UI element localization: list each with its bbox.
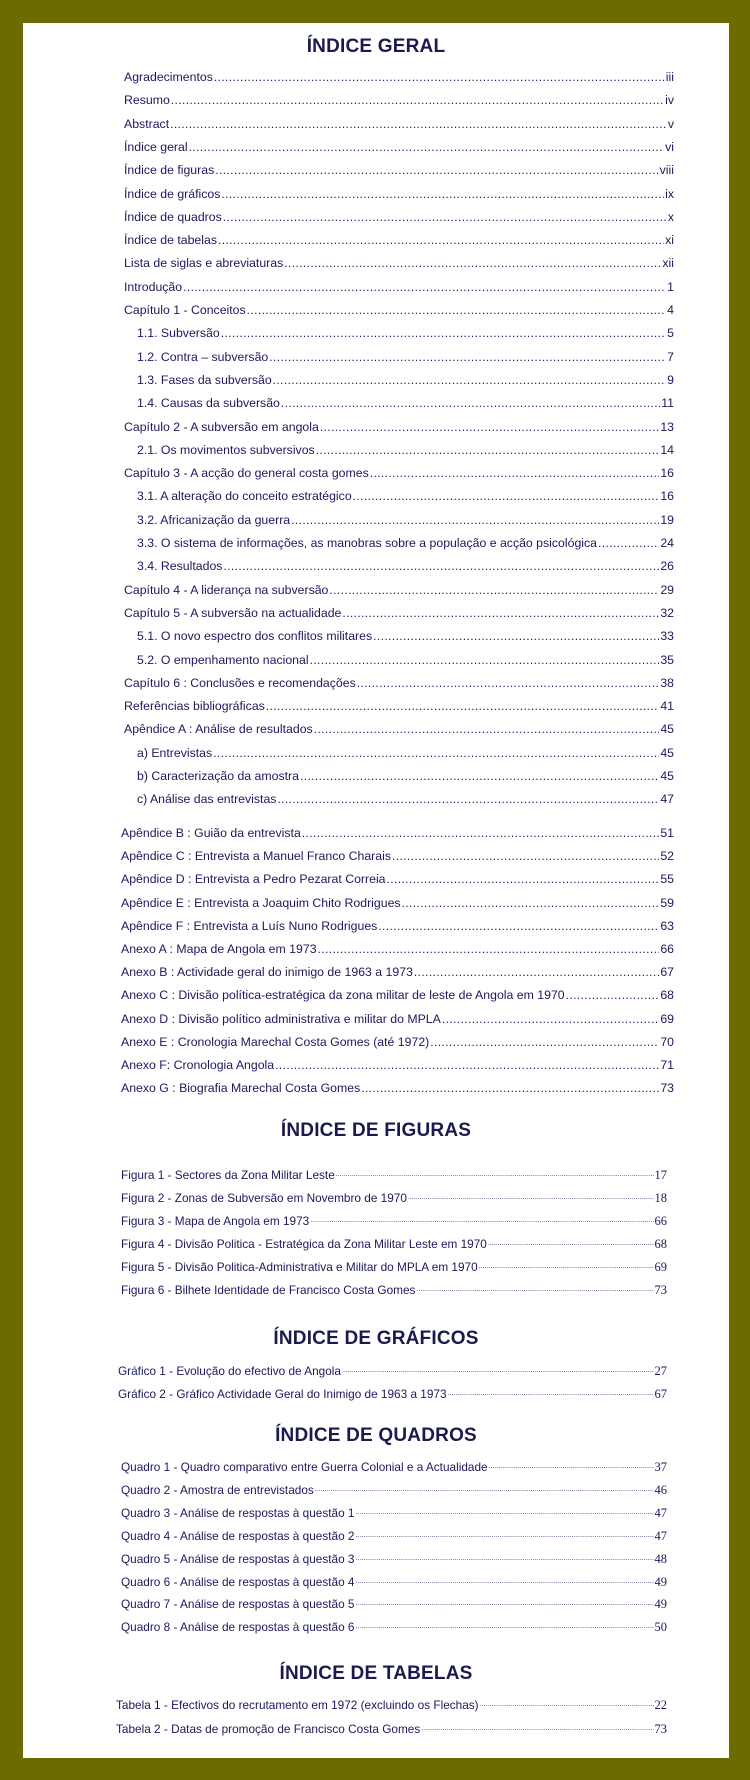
toc-entry-title: a) Entrevistas bbox=[137, 745, 213, 760]
toc-entry-title: Quadro 8 - Análise de respostas à questão 6 bbox=[121, 1620, 355, 1635]
toc-entry-title: Índice geral bbox=[124, 139, 188, 154]
toc-entry[interactable] bbox=[124, 163, 674, 177]
toc-dot-leader bbox=[277, 792, 659, 806]
toc-entry[interactable] bbox=[137, 326, 674, 340]
toc-dot-leader bbox=[387, 872, 660, 886]
toc-entry-title: Anexo B : Actividade geral do inimigo de 1963 a 1973 bbox=[121, 965, 413, 980]
toc-page-number: 46 bbox=[654, 1482, 667, 1497]
toc-dot-leader bbox=[266, 699, 660, 713]
toc-dot-leader bbox=[416, 1283, 653, 1297]
toc-page-number: xi bbox=[665, 233, 674, 248]
toc-dot-leader bbox=[355, 1575, 653, 1589]
toc-entry[interactable] bbox=[118, 1387, 667, 1401]
toc-dot-leader bbox=[414, 965, 659, 979]
toc-entry[interactable] bbox=[137, 536, 674, 550]
toc-page-number: 73 bbox=[654, 1721, 667, 1736]
toc-entry-title: Anexo C : Divisão política-estratégica da zona militar de leste de Angola em 1970 bbox=[121, 988, 565, 1003]
toc-entry[interactable] bbox=[124, 187, 674, 201]
toc-entry-title: Tabela 2 - Datas de promoção de Francisco Costa Gomes bbox=[116, 1721, 421, 1736]
toc-entry-title: Agradecimentos bbox=[124, 70, 213, 84]
toc-entry[interactable] bbox=[124, 466, 674, 480]
toc-dot-leader bbox=[355, 1620, 653, 1634]
toc-entry-title: b) Caracterização da amostra bbox=[137, 769, 299, 783]
toc-entry-title: Capítulo 6 : Conclusões e recomendações bbox=[124, 675, 356, 690]
toc-entry-title: 3.3. O sistema de informações, as manobras sobre a população e acção psicológica bbox=[137, 536, 598, 550]
toc-entry[interactable] bbox=[121, 988, 674, 1002]
toc-entry[interactable] bbox=[137, 489, 674, 503]
toc-entry-title: Tabela 1 - Efectivos do recrutamento em 1972 (excluindo os Flechas) bbox=[116, 1698, 479, 1712]
toc-entry-title: Índice de gráficos bbox=[124, 186, 221, 201]
toc-entry[interactable] bbox=[121, 1035, 674, 1049]
toc-entry-title: Resumo bbox=[124, 93, 170, 108]
toc-entry-title: Apêndice E : Entrevista a Joaquim Chito Rodrigues bbox=[121, 895, 401, 910]
toc-entry[interactable] bbox=[124, 256, 674, 270]
toc-dot-leader bbox=[281, 396, 660, 410]
toc-entry[interactable] bbox=[124, 420, 674, 434]
toc-page-number: 4 bbox=[667, 303, 674, 317]
toc-page-number: 49 bbox=[654, 1574, 667, 1589]
toc-page-number: 47 bbox=[660, 792, 674, 807]
toc-entry[interactable] bbox=[121, 826, 674, 840]
toc-entry-title: 1.2. Contra – subversão bbox=[137, 349, 269, 364]
toc-entry-title: Anexo F: Cronologia Angola bbox=[121, 1058, 275, 1072]
toc-page-number: 19 bbox=[660, 512, 674, 527]
toc-page-number: 66 bbox=[654, 1213, 667, 1228]
toc-entry-title: Quadro 1 - Quadro comparativo entre Guerra Colonial e a Actualidade bbox=[121, 1460, 488, 1474]
toc-dot-leader bbox=[488, 1237, 654, 1251]
toc-page-number: xii bbox=[662, 256, 674, 271]
indice-figuras-list bbox=[23, 1168, 729, 1305]
toc-entry[interactable] bbox=[137, 350, 674, 364]
toc-dot-leader bbox=[223, 210, 667, 224]
toc-entry-title: Capítulo 2 - A subversão em angola bbox=[124, 419, 319, 434]
toc-dot-leader bbox=[598, 536, 659, 550]
toc-entry-title: Quadro 4 - Análise de respostas à questão 2 bbox=[121, 1528, 355, 1543]
toc-dot-leader bbox=[355, 1506, 653, 1520]
toc-entry[interactable] bbox=[121, 1483, 667, 1497]
toc-entry[interactable] bbox=[137, 443, 674, 457]
toc-entry-title: Quadro 3 - Análise de respostas à questão 1 bbox=[121, 1505, 355, 1520]
toc-dot-leader bbox=[342, 1364, 654, 1378]
toc-entry[interactable] bbox=[137, 373, 674, 387]
toc-page-number: 14 bbox=[660, 442, 674, 457]
toc-page-number: 18 bbox=[654, 1190, 667, 1205]
indice-graficos-list bbox=[23, 1364, 729, 1410]
toc-page-number: vi bbox=[665, 139, 674, 154]
toc-dot-leader bbox=[213, 746, 659, 760]
toc-dot-leader bbox=[273, 373, 666, 387]
toc-entry[interactable] bbox=[124, 583, 674, 597]
toc-entry[interactable] bbox=[137, 769, 674, 783]
toc-entry-title: 5.2. O empenhamento nacional bbox=[137, 652, 309, 667]
toc-page-number: 17 bbox=[654, 1168, 667, 1182]
toc-page-number: 1 bbox=[667, 279, 674, 294]
toc-entry-title: Índice de tabelas bbox=[124, 233, 217, 248]
toc-entry-title: Anexo G : Biografia Marechal Costa Gomes bbox=[121, 1081, 361, 1096]
document-page bbox=[23, 23, 729, 1758]
toc-entry[interactable] bbox=[121, 942, 674, 956]
toc-entry-title: Capítulo 3 - A acção do general costa gomes bbox=[124, 466, 369, 481]
toc-entry-title: 2.1. Os movimentos subversivos bbox=[137, 442, 315, 457]
toc-dot-leader bbox=[448, 1387, 654, 1401]
toc-entry-title: Referências bibliográficas bbox=[124, 699, 265, 714]
toc-entry-title: Capítulo 1 - Conceitos bbox=[124, 303, 246, 317]
toc-entry-title: Figura 4 - Divisão Politica - Estratégica da Zona Militar Leste em 1970 bbox=[121, 1236, 487, 1251]
toc-page-number: 45 bbox=[660, 769, 674, 783]
toc-dot-leader bbox=[214, 70, 665, 84]
toc-dot-leader bbox=[402, 896, 660, 910]
toc-page-number: 27 bbox=[654, 1364, 667, 1378]
toc-entry[interactable] bbox=[137, 746, 674, 760]
toc-entry[interactable] bbox=[121, 1237, 667, 1251]
toc-dot-leader bbox=[183, 280, 666, 294]
toc-entry-title: Capítulo 4 - A liderança na subversão bbox=[124, 582, 329, 597]
toc-page-number: 33 bbox=[660, 629, 674, 644]
indice-quadros-list bbox=[23, 1460, 729, 1643]
toc-entry-title: Anexo A : Mapa de Angola em 1973 bbox=[121, 942, 317, 956]
toc-page-number: 63 bbox=[660, 918, 674, 933]
toc-page-number: v bbox=[667, 116, 674, 131]
toc-entry-title: Capítulo 5 - A subversão na actualidade bbox=[124, 605, 342, 620]
toc-dot-leader bbox=[355, 1552, 653, 1566]
toc-dot-leader bbox=[221, 187, 664, 201]
toc-entry[interactable] bbox=[121, 965, 674, 979]
toc-dot-leader bbox=[171, 93, 664, 107]
toc-dot-leader bbox=[215, 163, 658, 177]
toc-page-number: 51 bbox=[660, 826, 674, 840]
toc-entry[interactable] bbox=[124, 140, 674, 154]
toc-dot-leader bbox=[318, 942, 660, 956]
toc-entry[interactable] bbox=[121, 1058, 674, 1072]
toc-entry-title: Figura 5 - Divisão Politica-Administrativa e Militar do MPLA em 1970 bbox=[121, 1259, 478, 1274]
toc-entry[interactable] bbox=[116, 1722, 667, 1736]
toc-page-number: ix bbox=[665, 186, 674, 201]
indice-geral-section bbox=[23, 36, 729, 58]
toc-entry[interactable] bbox=[121, 872, 674, 886]
toc-entry[interactable] bbox=[118, 1364, 667, 1378]
toc-page-number: 38 bbox=[660, 675, 674, 690]
toc-entry-title: Anexo D : Divisão político administrativa e militar do MPLA bbox=[121, 1011, 441, 1026]
toc-dot-leader bbox=[378, 919, 659, 933]
toc-entry[interactable] bbox=[124, 303, 674, 317]
toc-entry-title: Apêndice B : Guião da entrevista bbox=[121, 826, 301, 840]
toc-entry[interactable] bbox=[124, 70, 674, 84]
toc-page-number: 69 bbox=[660, 1011, 674, 1026]
toc-entry-title: 1.3. Fases da subversão bbox=[137, 372, 272, 387]
toc-page-number: 16 bbox=[660, 489, 674, 504]
toc-dot-leader bbox=[329, 583, 659, 597]
toc-entry-title: Introdução bbox=[124, 279, 183, 294]
toc-page-number: x bbox=[667, 209, 674, 224]
toc-dot-leader bbox=[300, 769, 659, 783]
toc-dot-leader bbox=[302, 826, 660, 840]
toc-dot-leader bbox=[223, 559, 659, 573]
toc-entry[interactable] bbox=[137, 396, 674, 410]
toc-entry[interactable] bbox=[124, 210, 674, 224]
toc-entry-title: Abstract bbox=[124, 116, 170, 131]
toc-page-number: 67 bbox=[660, 965, 674, 980]
toc-entry[interactable] bbox=[121, 896, 674, 910]
toc-dot-leader bbox=[355, 1529, 653, 1543]
toc-page-number: 69 bbox=[654, 1259, 667, 1274]
toc-page-number: 5 bbox=[667, 326, 674, 341]
toc-entry-title: 5.1. O novo espectro dos conflitos militares bbox=[137, 629, 373, 644]
toc-dot-leader bbox=[357, 676, 660, 690]
toc-entry[interactable] bbox=[121, 1460, 667, 1474]
toc-dot-leader bbox=[342, 606, 659, 620]
toc-entry[interactable] bbox=[124, 606, 674, 620]
toc-entry-title: Apêndice F : Entrevista a Luís Nuno Rodrigues bbox=[121, 918, 378, 933]
toc-dot-leader bbox=[421, 1722, 653, 1736]
toc-entry[interactable] bbox=[124, 93, 674, 107]
toc-page-number: viii bbox=[659, 163, 674, 178]
toc-page-number: 41 bbox=[660, 699, 674, 714]
toc-entry-title: Quadro 7 - Análise de respostas à questão 5 bbox=[121, 1597, 355, 1612]
toc-page-number: 32 bbox=[660, 605, 674, 620]
toc-page-number: 68 bbox=[654, 1236, 667, 1251]
toc-page-number: 22 bbox=[654, 1698, 667, 1712]
toc-page-number: 52 bbox=[660, 849, 674, 864]
toc-page-number: 67 bbox=[654, 1386, 667, 1401]
toc-entry[interactable] bbox=[124, 699, 674, 713]
toc-page-number: 16 bbox=[660, 466, 674, 481]
toc-page-number: 50 bbox=[654, 1620, 667, 1635]
toc-page-number: 24 bbox=[660, 536, 674, 550]
toc-page-number: 35 bbox=[660, 652, 674, 667]
toc-dot-leader bbox=[310, 653, 660, 667]
toc-dot-leader bbox=[479, 1260, 654, 1274]
toc-entry[interactable] bbox=[137, 513, 674, 527]
toc-entry-title: Anexo E : Cronologia Marechal Costa Gomes (até 1972) bbox=[121, 1034, 430, 1049]
toc-dot-leader bbox=[566, 988, 660, 1002]
toc-entry-title: Figura 1 - Sectores da Zona Militar Leste bbox=[121, 1168, 335, 1182]
toc-entry-title: 3.4. Resultados bbox=[137, 559, 223, 574]
toc-entry[interactable] bbox=[116, 1698, 667, 1712]
toc-entry-title: Quadro 2 - Amostra de entrevistados bbox=[121, 1482, 314, 1497]
toc-dot-leader bbox=[314, 722, 660, 736]
toc-dot-leader bbox=[284, 256, 661, 270]
toc-entry[interactable] bbox=[137, 653, 674, 667]
toc-dot-leader bbox=[316, 443, 660, 457]
toc-page-number: 70 bbox=[660, 1034, 674, 1049]
toc-entry[interactable] bbox=[121, 1081, 674, 1095]
toc-entry-title: Índice de quadros bbox=[124, 209, 222, 224]
toc-entry[interactable] bbox=[137, 629, 674, 643]
toc-page-number: iv bbox=[665, 93, 674, 108]
indice-graficos-section bbox=[23, 1328, 729, 1350]
toc-dot-leader bbox=[373, 629, 659, 643]
toc-entry-title: c) Análise das entrevistas bbox=[137, 792, 277, 807]
toc-entry[interactable] bbox=[124, 117, 674, 131]
toc-entry[interactable] bbox=[121, 919, 674, 933]
toc-entry-title: Gráfico 1 - Evolução do efectivo de Angola bbox=[118, 1364, 341, 1378]
indice-figuras-title: ÍNDICE DE FIGURAS bbox=[280, 1120, 472, 1141]
toc-entry[interactable] bbox=[121, 1552, 667, 1566]
indice-geral-title: ÍNDICE GERAL bbox=[306, 36, 446, 57]
toc-page-number: 71 bbox=[660, 1058, 674, 1072]
toc-entry-title: Apêndice A : Análise de resultados bbox=[124, 722, 313, 737]
toc-entry-title: 1.1. Subversão bbox=[137, 326, 220, 341]
toc-page-number: 55 bbox=[660, 872, 674, 887]
toc-dot-leader bbox=[315, 1483, 654, 1497]
toc-page-number: 49 bbox=[654, 1597, 667, 1612]
toc-page-number: 11 bbox=[661, 396, 674, 411]
toc-entry[interactable] bbox=[121, 849, 674, 863]
toc-page-number: 73 bbox=[660, 1081, 674, 1096]
toc-entry-title: Figura 3 - Mapa de Angola em 1973 bbox=[121, 1213, 310, 1228]
toc-entry[interactable] bbox=[121, 1283, 667, 1297]
indice-figuras-section bbox=[23, 1120, 729, 1142]
indice-geral-list-a bbox=[23, 70, 729, 816]
toc-dot-leader bbox=[170, 117, 667, 131]
toc-page-number: 66 bbox=[660, 942, 674, 956]
toc-entry[interactable] bbox=[124, 676, 674, 690]
toc-page-number: 13 bbox=[660, 419, 674, 434]
toc-entry[interactable] bbox=[124, 722, 674, 736]
toc-dot-leader bbox=[442, 1012, 659, 1026]
toc-page-number: 59 bbox=[660, 895, 674, 910]
toc-dot-leader bbox=[361, 1081, 659, 1095]
toc-entry[interactable] bbox=[121, 1260, 667, 1274]
toc-page-number: 48 bbox=[654, 1551, 667, 1566]
toc-page-number: 47 bbox=[654, 1505, 667, 1520]
toc-entry-title: 3.2. Africanização da guerra bbox=[137, 512, 291, 527]
indice-quadros-title: ÍNDICE DE QUADROS bbox=[275, 1425, 477, 1446]
toc-entry-title: Figura 2 - Zonas de Subversão em Novembro de 1970 bbox=[121, 1190, 407, 1205]
toc-dot-leader bbox=[353, 489, 660, 503]
toc-entry-title: 3.1. A alteração do conceito estratégico bbox=[137, 489, 352, 504]
indice-geral-list-b bbox=[23, 826, 729, 1104]
toc-entry[interactable] bbox=[121, 1506, 667, 1520]
toc-page-number: 73 bbox=[654, 1282, 667, 1297]
toc-entry[interactable] bbox=[124, 280, 674, 294]
toc-page-number: 37 bbox=[654, 1460, 667, 1474]
toc-page-number: 68 bbox=[660, 988, 674, 1003]
toc-entry-title: Quadro 5 - Análise de respostas à questão 3 bbox=[121, 1551, 355, 1566]
toc-dot-leader bbox=[408, 1191, 654, 1205]
toc-entry[interactable] bbox=[121, 1575, 667, 1589]
toc-dot-leader bbox=[218, 233, 664, 247]
toc-entry[interactable] bbox=[121, 1597, 667, 1611]
toc-page-number: iii bbox=[665, 70, 674, 84]
toc-dot-leader bbox=[480, 1698, 654, 1712]
indice-tabelas-list bbox=[23, 1698, 729, 1745]
toc-entry-title: Apêndice C : Entrevista a Manuel Franco Charais bbox=[121, 849, 391, 864]
toc-entry[interactable] bbox=[121, 1620, 667, 1634]
toc-dot-leader bbox=[275, 1058, 659, 1072]
toc-dot-leader bbox=[320, 420, 659, 434]
toc-page-number: 45 bbox=[660, 745, 674, 760]
toc-dot-leader bbox=[392, 849, 659, 863]
toc-entry[interactable] bbox=[121, 1012, 674, 1026]
toc-dot-leader bbox=[247, 303, 666, 317]
indice-quadros-section bbox=[23, 1425, 729, 1447]
toc-dot-leader bbox=[430, 1035, 659, 1049]
toc-dot-leader bbox=[355, 1597, 653, 1611]
toc-entry-title: Índice de figuras bbox=[124, 163, 215, 178]
toc-entry[interactable] bbox=[137, 559, 674, 573]
toc-entry-title: 1.4. Causas da subversão bbox=[137, 396, 280, 411]
indice-tabelas-section bbox=[23, 1663, 729, 1685]
toc-entry[interactable] bbox=[137, 792, 674, 806]
toc-entry[interactable] bbox=[121, 1191, 667, 1205]
toc-entry-title: Lista de siglas e abreviaturas bbox=[124, 256, 284, 271]
toc-page-number: 47 bbox=[654, 1528, 667, 1543]
toc-page-number: 26 bbox=[660, 559, 674, 574]
toc-entry-title: Apêndice D : Entrevista a Pedro Pezarat Correia bbox=[121, 872, 386, 887]
toc-entry-title: Figura 6 - Bilhete Identidade de Francisco Costa Gomes bbox=[121, 1282, 416, 1297]
toc-entry-title: Gráfico 2 - Gráfico Actividade Geral do Inimigo de 1963 a 1973 bbox=[118, 1386, 447, 1401]
toc-dot-leader bbox=[336, 1168, 654, 1182]
toc-page-number: 9 bbox=[667, 372, 674, 387]
toc-entry[interactable] bbox=[124, 233, 674, 247]
toc-dot-leader bbox=[269, 350, 666, 364]
indice-tabelas-title: ÍNDICE DE TABELAS bbox=[279, 1663, 473, 1684]
toc-dot-leader bbox=[291, 513, 659, 527]
toc-entry[interactable] bbox=[121, 1168, 667, 1182]
toc-page-number: 45 bbox=[660, 722, 674, 737]
toc-entry-title: Quadro 6 - Análise de respostas à questão 4 bbox=[121, 1574, 355, 1589]
toc-entry[interactable] bbox=[121, 1529, 667, 1543]
toc-dot-leader bbox=[189, 140, 665, 154]
toc-page-number: 29 bbox=[660, 582, 674, 597]
toc-dot-leader bbox=[489, 1460, 654, 1474]
toc-page-number: 7 bbox=[667, 349, 674, 364]
toc-entry[interactable] bbox=[121, 1214, 667, 1228]
toc-dot-leader bbox=[310, 1214, 653, 1228]
toc-dot-leader bbox=[221, 326, 666, 340]
toc-dot-leader bbox=[370, 466, 660, 480]
indice-graficos-title: ÍNDICE DE GRÁFICOS bbox=[273, 1328, 479, 1349]
